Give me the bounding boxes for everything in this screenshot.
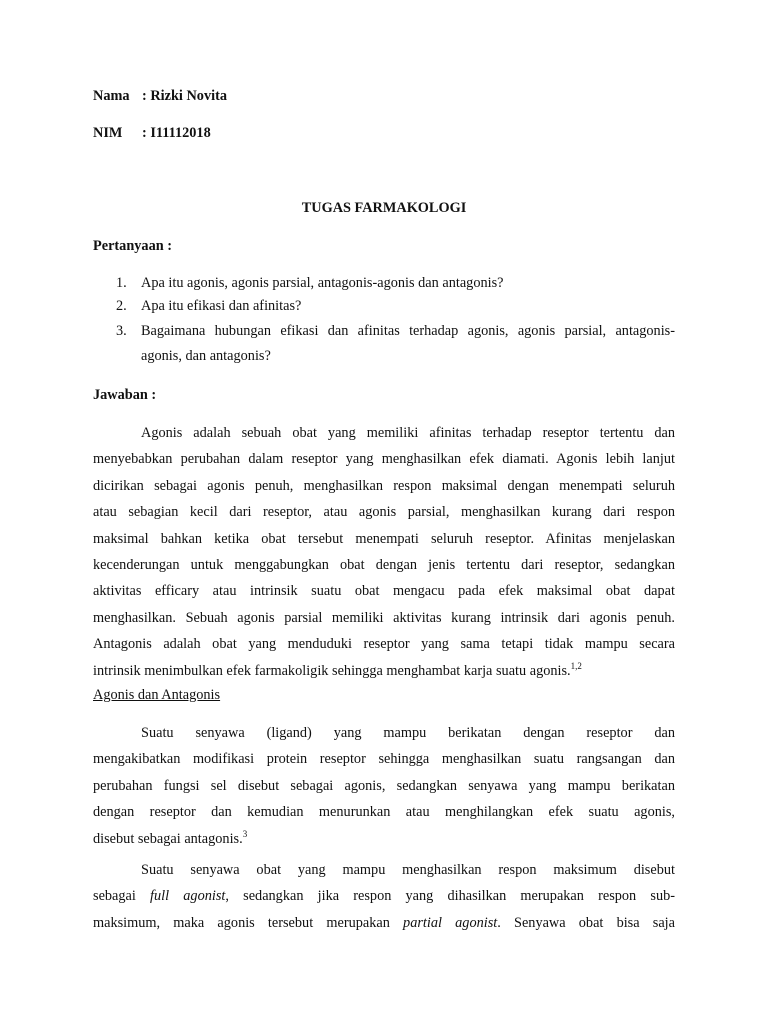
paragraph-line: Agonis adalah sebuah obat yang memiliki afinitas terhadap reseptor tertentu dan [141,425,675,441]
line-text: maksimum, maka agonis tersebut merupakan [93,914,404,931]
questions-heading: Pertanyaan : [93,238,173,254]
term-full-agonist: full agonist [150,888,226,905]
citation-superscript: 1,2 [570,660,582,671]
paragraph-line-last [93,826,675,852]
line-text: , sedangkan jika respon yang dihasilkan merupakan respon sub- [225,888,675,905]
name-value: : Rizki Novita [142,88,227,104]
paragraph-line: menghasilkan. Sebuah agonis parsial memiliki aktivitas kurang intrinsik dari agonis penuh. [93,609,675,626]
paragraph-line [93,910,675,936]
document-title: TUGAS FARMAKOLOGI [301,200,467,216]
name-label: Nama [93,88,130,104]
citation-superscript: 3 [242,828,248,839]
paragraph-line: maksimal bahkan ketika obat tersebut menempati seluruh reseptor. Afinitas menjelaskan [93,530,675,547]
nim-value: : I11112018 [142,125,211,141]
paragraph-line: dicirikan sebagai agonis penuh, menghasilkan respon maksimal dengan menempati seluruh [93,477,675,494]
paragraph-line: menyebabkan perubahan dalam reseptor yang menghasilkan efek diamati. Agonis lebih lanjut [93,451,675,468]
paragraph-line-last [93,658,675,684]
section-paragraph [93,720,675,852]
paragraph-line: kecenderungan untuk menggabungkan obat dengan jenis tertentu dari reseptor, sedangkan [93,556,675,573]
paragraph-line: atau sebagian kecil dari reseptor, atau agonis parsial, menghasilkan kurang dari respon [93,504,675,521]
section-paragraph-2 [93,857,675,936]
question-text-continued: agonis, dan antagonis? [141,348,271,364]
question-text: Apa itu agonis, agonis parsial, antagonis-agonis dan antagonis? [141,275,504,291]
paragraph-line: Suatu senyawa (ligand) yang mampu berikatan dengan reseptor dan [141,725,675,741]
nim-label: NIM [93,125,123,141]
question-text: Bagaimana hubungan efikasi dan afinitas terhadap agonis, agonis parsial, antagonis- [141,323,675,339]
question-text: Apa itu efikasi dan afinitas? [141,298,302,314]
paragraph-line: perubahan fungsi sel disebut sebagai agonis, sedangkan senyawa yang mampu berikatan [93,777,675,794]
line-text: sebagai [93,888,151,905]
question-number: 1. [116,275,127,291]
paragraph-line-text: disebut sebagai antagonis. [93,830,243,847]
section-heading: Agonis dan Antagonis [93,687,221,703]
paragraph-line: aktivitas efficary atau intrinsik suatu obat mengacu pada efek maksimal obat dapat [93,583,675,600]
paragraph-line: Suatu senyawa obat yang mampu menghasilkan respon maksimum disebut [141,862,675,878]
line-text: . Senyawa obat bisa saja [497,914,675,931]
paragraph-line: Antagonis adalah obat yang menduduki reseptor yang sama tetapi tidak mampu secara [93,636,675,653]
question-number: 3. [116,323,127,339]
paragraph-line [93,883,675,909]
term-partial-agonist: partial agonist [403,914,498,931]
question-number: 2. [116,298,127,314]
answers-heading: Jawaban : [93,387,157,403]
paragraph-line-text: intrinsik menimbulkan efek farmakoligik sehingga menghambat karja suatu agonis. [93,662,571,679]
paragraph-line: mengakibatkan modifikasi protein reseptor sehingga menghasilkan suatu rangsangan dan [93,751,675,768]
answer-paragraph [93,420,675,684]
paragraph-line: dengan reseptor dan kemudian menurunkan atau menghilangkan efek suatu agonis, [93,804,675,821]
